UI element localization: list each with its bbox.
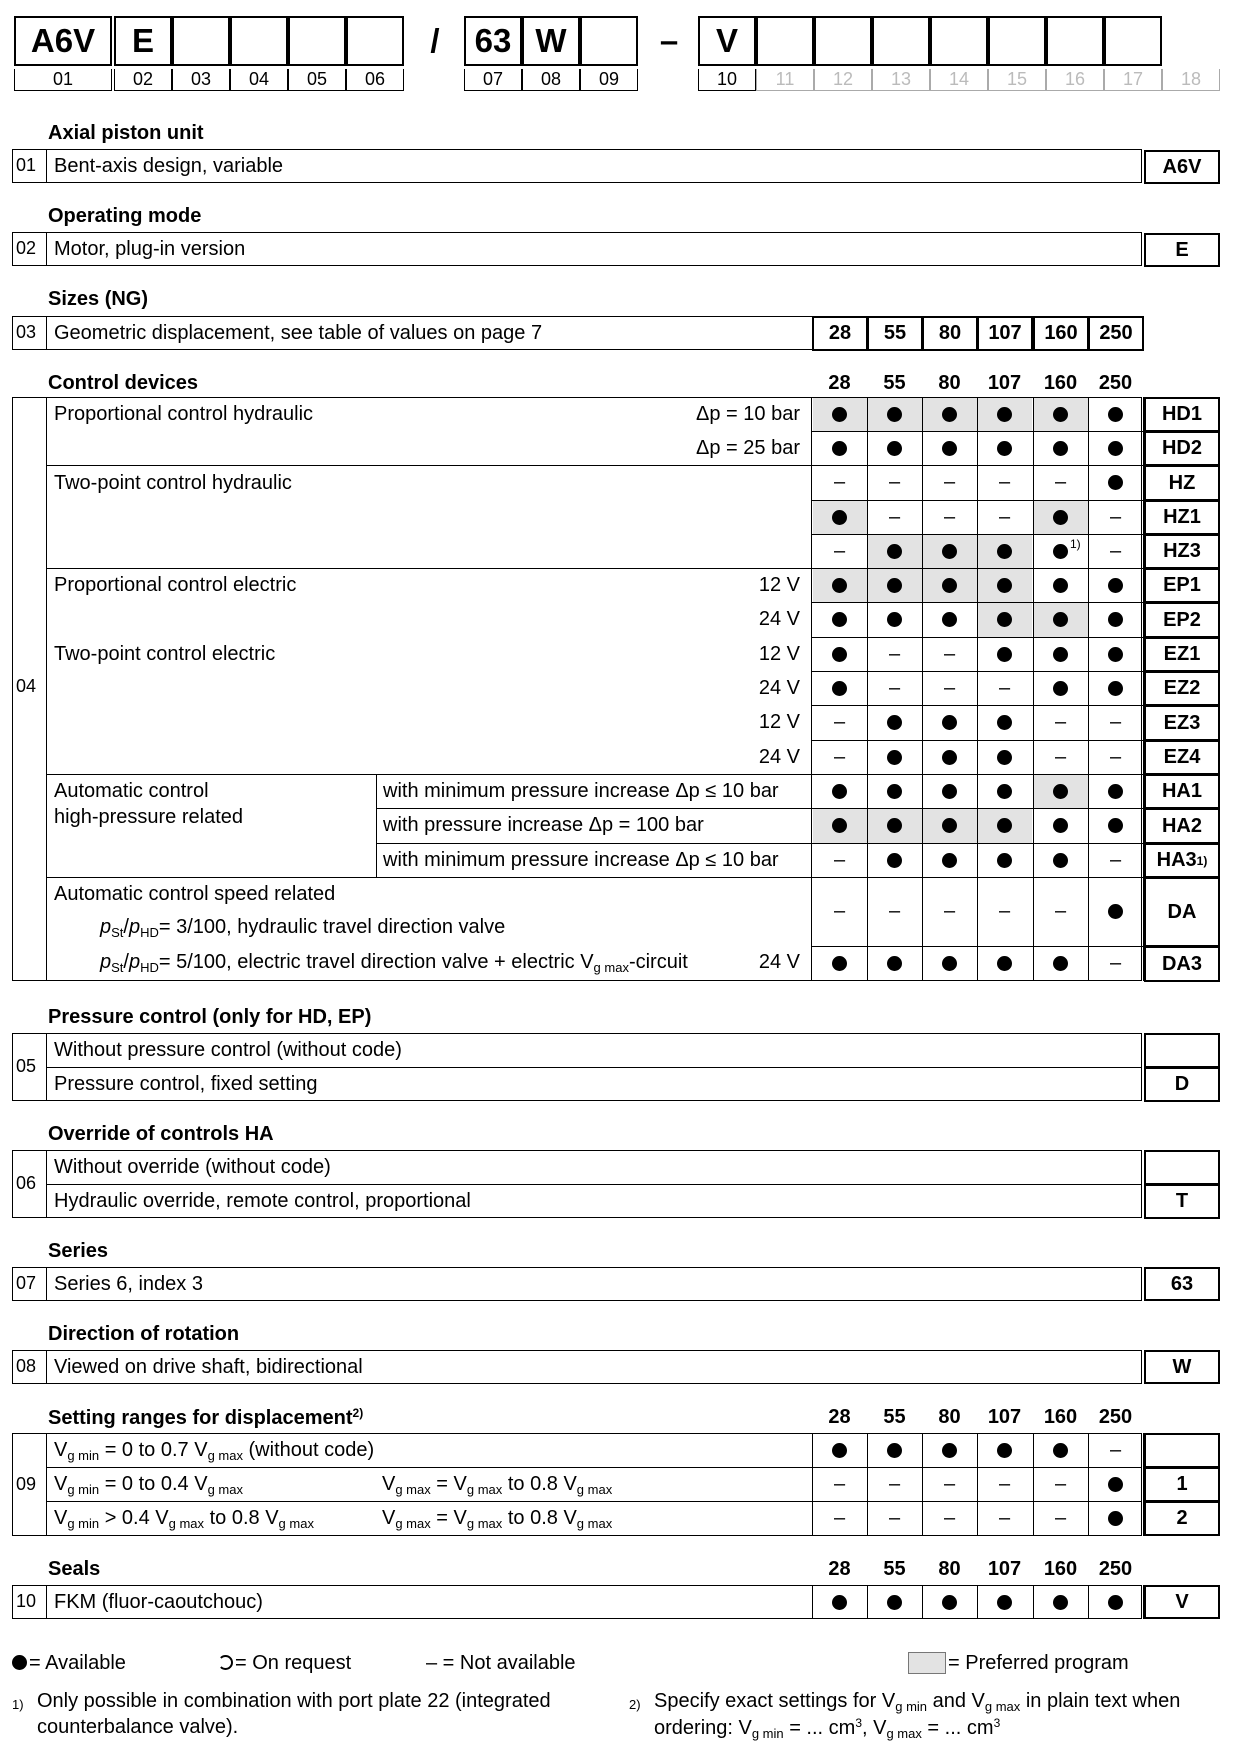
available-dot-icon bbox=[1033, 808, 1088, 843]
code-box-HA3: HA3 1) bbox=[1144, 843, 1220, 878]
code-cell: W bbox=[522, 16, 580, 66]
available-dot-icon bbox=[1033, 843, 1088, 877]
footnote-2-line-1: Specify exact settings for $V_{g min}$ and $V_{g max}$ in plain text when bbox=[654, 1690, 1181, 1714]
row-number: 01 bbox=[16, 155, 37, 175]
section-title-control-devices: Control devices bbox=[48, 372, 199, 394]
available-dot-icon bbox=[922, 705, 977, 740]
available-dot-icon bbox=[922, 1433, 977, 1467]
code-box-empty bbox=[1144, 1433, 1220, 1468]
section-title-sizes: Sizes (NG) bbox=[48, 288, 149, 310]
available-dot-icon bbox=[922, 843, 977, 877]
available-dot-icon bbox=[977, 843, 1032, 877]
not-available-dash: – bbox=[943, 900, 956, 922]
size-header-label: 250 bbox=[1098, 1558, 1133, 1580]
code-box-HZ1: HZ1 bbox=[1144, 500, 1220, 535]
condition-ez4: 24 V bbox=[758, 746, 800, 768]
not-available-dash: – bbox=[998, 471, 1011, 493]
code-box-T: T bbox=[1144, 1184, 1220, 1219]
code-cell: 63 bbox=[464, 16, 522, 66]
available-dot-icon bbox=[977, 705, 1032, 740]
position-label: 02 bbox=[114, 69, 172, 91]
condition-ep2: 24 V bbox=[758, 608, 800, 630]
not-available-dash: – bbox=[1109, 848, 1122, 871]
row-number: 03 bbox=[16, 322, 37, 342]
size-box-107: 107 bbox=[977, 316, 1033, 351]
not-available-dash: – bbox=[1109, 711, 1122, 733]
not-available-dash: – bbox=[888, 1472, 901, 1495]
row-number: 04 bbox=[16, 676, 37, 696]
not-available-dash: – bbox=[833, 900, 846, 922]
size-header-label: 80 bbox=[938, 372, 961, 394]
available-dot-icon bbox=[1088, 602, 1143, 637]
setting-row-3-max: $V_{g max} = V_{g max}$ to 0.8 $V_{g max}$ bbox=[382, 1507, 613, 1531]
condition-ez3: 12 V bbox=[758, 711, 800, 733]
size-header-label: 107 bbox=[987, 1406, 1022, 1428]
separator-char: – bbox=[659, 22, 679, 59]
section-title-override: Override of controls HA bbox=[48, 1123, 274, 1145]
not-available-dash: – bbox=[998, 1507, 1011, 1529]
not-available-dash: – bbox=[1054, 471, 1067, 493]
available-dot-icon bbox=[922, 808, 977, 843]
available-dot-icon bbox=[812, 602, 867, 637]
available-dot-icon bbox=[977, 774, 1032, 808]
row-text: FKM (fluor-caoutchouc) bbox=[54, 1591, 263, 1613]
code-cell: E bbox=[114, 16, 172, 66]
not-available-dash: – bbox=[1054, 1507, 1067, 1529]
not-available-dash: – bbox=[888, 471, 901, 493]
not-available-dash: – bbox=[833, 848, 846, 871]
section-title-axial-piston-unit: Axial piston unit bbox=[48, 122, 204, 144]
code-box-HA2: HA2 bbox=[1144, 808, 1220, 844]
available-dot-icon bbox=[1033, 637, 1088, 671]
size-header-label: 160 bbox=[1043, 1558, 1078, 1580]
code-cell bbox=[1104, 16, 1162, 66]
available-dot-icon bbox=[1088, 671, 1143, 705]
legend-not-available: – = Not available bbox=[426, 1652, 576, 1674]
available-dot-icon bbox=[922, 568, 977, 602]
available-dot-icon bbox=[922, 946, 977, 981]
available-dot-icon bbox=[977, 740, 1032, 774]
section-title-direction: Direction of rotation bbox=[48, 1323, 240, 1345]
not-available-dash: – bbox=[998, 676, 1011, 699]
not-available-dash: – bbox=[998, 505, 1011, 528]
size-header-label: 250 bbox=[1098, 372, 1133, 394]
row-number: 02 bbox=[16, 238, 37, 258]
row-text: Series 6, index 3 bbox=[54, 1273, 203, 1295]
available-dot-icon bbox=[1088, 1501, 1143, 1536]
available-dot-icon bbox=[867, 1433, 922, 1467]
row-number: 08 bbox=[16, 1356, 37, 1376]
group-label-ha-2: high-pressure related bbox=[54, 806, 243, 828]
size-header-label: 55 bbox=[883, 372, 906, 394]
available-dot-icon bbox=[977, 397, 1032, 431]
available-dot-icon bbox=[867, 602, 922, 637]
available-dot-icon bbox=[812, 500, 867, 534]
condition-ez1: 12 V bbox=[758, 643, 800, 665]
available-dot-icon bbox=[977, 946, 1032, 981]
available-dot-icon bbox=[867, 568, 922, 602]
size-box-160: 160 bbox=[1033, 316, 1089, 351]
size-header-label: 55 bbox=[883, 1406, 906, 1428]
not-available-dash: – bbox=[943, 1472, 956, 1495]
not-available-dash: – bbox=[833, 1507, 846, 1529]
code-box-EZ3: EZ3 bbox=[1144, 705, 1220, 741]
condition-ep1: 12 V bbox=[758, 574, 800, 596]
available-dot-icon bbox=[977, 602, 1032, 637]
size-box-55: 55 bbox=[867, 316, 923, 351]
available-dot-icon bbox=[867, 808, 922, 843]
not-available-dash: – bbox=[833, 1472, 846, 1495]
code-cell bbox=[230, 16, 288, 66]
available-dot-icon bbox=[922, 740, 977, 774]
available-dot-icon bbox=[922, 774, 977, 808]
code-box-HZ3: HZ3 bbox=[1144, 534, 1220, 569]
code-box-EZ1: EZ1 bbox=[1144, 637, 1220, 672]
available-dot-icon bbox=[1033, 602, 1088, 637]
available-dot-icon bbox=[867, 431, 922, 465]
position-label: 04 bbox=[230, 69, 288, 91]
code-box-HA1: HA1 bbox=[1144, 774, 1220, 809]
available-dot-icon bbox=[977, 808, 1032, 843]
position-label: 15 bbox=[988, 69, 1046, 91]
size-header-label: 250 bbox=[1098, 1406, 1133, 1428]
code-cell bbox=[1046, 16, 1104, 66]
size-box-250: 250 bbox=[1088, 316, 1144, 351]
condition-da3: $p_{St}/p_{HD}= 5/100$, electric travel direction valve + electric $V_{g max}$-circuit bbox=[100, 951, 688, 975]
code-cell bbox=[872, 16, 930, 66]
not-available-dash: – bbox=[943, 471, 956, 493]
condition-ha1: with minimum pressure increase Δp ≤ 10 bar bbox=[383, 780, 779, 802]
available-dot-icon bbox=[867, 740, 922, 774]
size-header-label: 107 bbox=[987, 1558, 1022, 1580]
code-cell bbox=[814, 16, 872, 66]
separator-char: / bbox=[430, 22, 440, 59]
position-label: 12 bbox=[814, 69, 872, 91]
code-cell bbox=[288, 16, 346, 66]
size-header-label: 160 bbox=[1043, 1406, 1078, 1428]
not-available-dash: – bbox=[1109, 505, 1122, 528]
available-dot-icon bbox=[1088, 1467, 1143, 1501]
available-dot-icon bbox=[977, 534, 1032, 568]
not-available-dash: – bbox=[1054, 900, 1067, 922]
available-dot-icon bbox=[812, 568, 867, 602]
code-cell: A6V bbox=[14, 16, 112, 66]
available-dot-icon bbox=[867, 774, 922, 808]
code-box-DA: DA bbox=[1144, 877, 1220, 947]
code-cell bbox=[346, 16, 404, 66]
code-cell: V bbox=[698, 16, 756, 66]
available-dot-icon bbox=[1088, 808, 1143, 843]
position-label: 09 bbox=[580, 69, 638, 91]
code-cell bbox=[988, 16, 1046, 66]
not-available-dash: – bbox=[943, 642, 956, 665]
not-available-dash: – bbox=[998, 1472, 1011, 1495]
code-box-DA3: DA3 bbox=[1144, 946, 1220, 982]
row-text: Hydraulic override, remote control, proportional bbox=[54, 1190, 471, 1212]
half-circle-icon bbox=[218, 1655, 233, 1670]
available-dot-icon bbox=[1088, 431, 1143, 465]
not-available-dash: – bbox=[888, 642, 901, 665]
available-dot-icon bbox=[1033, 946, 1088, 981]
position-label: 05 bbox=[288, 69, 346, 91]
setting-row-3-text: $V_{g min} > 0.4$ $V_{g max}$ to 0.8 $V_{g max}$ bbox=[54, 1507, 314, 1531]
available-dot-icon bbox=[1033, 774, 1088, 808]
row-text: Geometric displacement, see table of values on page 7 bbox=[54, 322, 543, 344]
condition-hd1: Δp = 10 bar bbox=[696, 403, 800, 425]
row-number: 05 bbox=[16, 1056, 37, 1076]
code-cell bbox=[172, 16, 230, 66]
available-dot-icon bbox=[922, 534, 977, 568]
not-available-dash: – bbox=[943, 505, 956, 528]
available-dot-icon bbox=[1088, 774, 1143, 808]
filled-dot-icon bbox=[12, 1655, 27, 1670]
available-dot-icon bbox=[922, 1585, 977, 1619]
condition-hd2: Δp = 25 bar bbox=[696, 437, 800, 459]
row-text: Bent-axis design, variable bbox=[54, 155, 284, 177]
available-dot-icon bbox=[812, 671, 867, 705]
size-box-28: 28 bbox=[812, 316, 868, 351]
not-available-dash: – bbox=[1109, 952, 1122, 974]
available-dot-icon bbox=[1088, 637, 1143, 671]
section-title-operating-mode: Operating mode bbox=[48, 205, 202, 227]
condition-ez2: 24 V bbox=[758, 677, 800, 699]
position-label: 10 bbox=[698, 69, 756, 91]
position-label: 06 bbox=[346, 69, 404, 91]
not-available-dash: – bbox=[888, 900, 901, 922]
position-label: 18 bbox=[1162, 69, 1220, 91]
footnote-1-line-1: Only possible in combination with port plate 22 (integrated bbox=[37, 1690, 551, 1712]
condition-da3-voltage: 24 V bbox=[758, 951, 800, 973]
code-box-V: V bbox=[1144, 1585, 1220, 1619]
footnote-2-number: 2) bbox=[629, 1697, 641, 1712]
section-title-seals: Seals bbox=[48, 1558, 101, 1580]
footnote-2-line-2: ordering: $V_{g min}$ = ... $cm^3$, $V_{g max}$ = ... $cm^3$ bbox=[654, 1716, 1001, 1741]
code-cell bbox=[580, 16, 638, 66]
group-label-ha: Automatic control bbox=[54, 780, 209, 802]
available-dot-icon bbox=[1088, 465, 1143, 500]
code-box-2: 2 bbox=[1144, 1501, 1220, 1536]
available-dot-icon bbox=[812, 774, 867, 808]
not-available-dash: – bbox=[833, 539, 846, 562]
position-label: 16 bbox=[1046, 69, 1104, 91]
not-available-dash: – bbox=[1054, 711, 1067, 733]
available-dot-icon bbox=[1033, 1585, 1088, 1619]
footnote-marker: 1) bbox=[1070, 537, 1081, 551]
available-dot-icon bbox=[1033, 397, 1088, 431]
row-text: Without pressure control (without code) bbox=[54, 1039, 402, 1061]
not-available-dash: – bbox=[943, 676, 956, 699]
code-box-EP1: EP1 bbox=[1144, 568, 1220, 603]
available-dot-icon bbox=[867, 397, 922, 431]
size-box-80: 80 bbox=[922, 316, 978, 351]
code-box-E: E bbox=[1144, 233, 1220, 267]
available-dot-icon bbox=[922, 431, 977, 465]
code-box-EZ4: EZ4 bbox=[1144, 740, 1220, 775]
section-title-series: Series bbox=[48, 1240, 109, 1262]
row-text: Pressure control, fixed setting bbox=[54, 1073, 318, 1095]
available-dot-icon bbox=[867, 705, 922, 740]
available-dot-icon bbox=[812, 808, 867, 843]
position-label: 07 bbox=[464, 69, 522, 91]
not-available-dash: – bbox=[943, 1507, 956, 1529]
position-label: 14 bbox=[930, 69, 988, 91]
not-available-dash: – bbox=[1054, 745, 1067, 768]
condition-da: $p_{St}/p_{HD}= 3/100$, hydraulic travel direction valve bbox=[100, 916, 506, 940]
row-text: Viewed on drive shaft, bidirectional bbox=[54, 1356, 363, 1378]
position-label: 13 bbox=[872, 69, 930, 91]
available-dot-icon bbox=[977, 568, 1032, 602]
position-label: 17 bbox=[1104, 69, 1162, 91]
setting-row-1-text: $V_{g min} = 0$ to 0.7 $V_{g max}$ (without code) bbox=[54, 1439, 375, 1463]
row-number: 10 bbox=[16, 1591, 37, 1611]
available-dot-icon bbox=[922, 602, 977, 637]
setting-row-2-max: $V_{g max} = V_{g max}$ to 0.8 $V_{g max}$ bbox=[382, 1473, 613, 1497]
position-label: 08 bbox=[522, 69, 580, 91]
size-header-label: 28 bbox=[828, 1406, 851, 1428]
available-dot-icon bbox=[1033, 431, 1088, 465]
code-box-D: D bbox=[1144, 1067, 1220, 1102]
available-dot-icon bbox=[922, 397, 977, 431]
available-dot-icon bbox=[812, 637, 867, 671]
available-dot-icon bbox=[977, 1433, 1032, 1467]
available-dot-icon bbox=[812, 397, 867, 431]
available-dot-icon bbox=[1033, 568, 1088, 602]
available-dot-icon bbox=[812, 946, 867, 981]
available-dot-icon bbox=[977, 431, 1032, 465]
gray-box-icon bbox=[908, 1652, 946, 1674]
row-number: 09 bbox=[16, 1474, 37, 1494]
condition-ha2: with pressure increase Δp = 100 bar bbox=[383, 814, 704, 836]
section-title-setting-ranges: Setting ranges for displacement$^{2)}$ bbox=[48, 1406, 364, 1429]
not-available-dash: – bbox=[888, 505, 901, 528]
code-box-empty bbox=[1144, 1033, 1220, 1068]
row-text: Without override (without code) bbox=[54, 1156, 331, 1178]
available-dot-icon bbox=[977, 1585, 1032, 1619]
group-label-hz: Two-point control hydraulic bbox=[54, 472, 292, 494]
code-box-EZ2: EZ2 bbox=[1144, 671, 1220, 706]
footnote-1-line-2: counterbalance valve). bbox=[37, 1716, 239, 1738]
row-number: 07 bbox=[16, 1273, 37, 1293]
condition-ha3: with minimum pressure increase Δp ≤ 10 bar bbox=[383, 849, 779, 871]
row-text: Motor, plug-in version bbox=[54, 238, 246, 260]
row-number: 06 bbox=[16, 1173, 37, 1193]
code-box-1: 1 bbox=[1144, 1467, 1220, 1502]
not-available-dash: – bbox=[1109, 1438, 1122, 1461]
group-label-ep: Proportional control electric bbox=[54, 574, 297, 596]
available-dot-icon bbox=[1088, 568, 1143, 602]
code-box-HD1: HD1 bbox=[1144, 397, 1220, 432]
code-box-A6V: A6V bbox=[1144, 150, 1220, 184]
group-label-ez: Two-point control electric bbox=[54, 643, 276, 665]
available-dot-icon bbox=[867, 946, 922, 981]
available-dot-icon bbox=[1033, 500, 1088, 534]
code-box-W: W bbox=[1144, 1350, 1220, 1384]
not-available-dash: – bbox=[833, 745, 846, 768]
section-title-pressure-control: Pressure control (only for HD, EP) bbox=[48, 1006, 372, 1028]
code-box-EP2: EP2 bbox=[1144, 602, 1220, 638]
available-dot-icon bbox=[977, 637, 1032, 671]
position-label: 11 bbox=[756, 69, 814, 91]
not-available-dash: – bbox=[1109, 539, 1122, 562]
available-dot-icon bbox=[1088, 1585, 1143, 1619]
available-dot-icon bbox=[1088, 397, 1143, 431]
setting-row-2-text: $V_{g min} = 0$ to 0.4 $V_{g max}$ bbox=[54, 1473, 243, 1497]
available-dot-icon bbox=[867, 534, 922, 568]
size-header-label: 80 bbox=[938, 1558, 961, 1580]
position-label: 03 bbox=[172, 69, 230, 91]
legend-on-request: = On request bbox=[218, 1652, 351, 1675]
code-box-empty bbox=[1144, 1150, 1220, 1185]
size-header-label: 80 bbox=[938, 1406, 961, 1428]
size-header-label: 28 bbox=[828, 372, 851, 394]
available-dot-icon bbox=[1088, 877, 1143, 946]
code-box-63: 63 bbox=[1144, 1267, 1220, 1301]
available-dot-icon bbox=[812, 431, 867, 465]
available-dot-icon bbox=[812, 1585, 867, 1619]
not-available-dash: – bbox=[1109, 745, 1122, 768]
footnote-1-number: 1) bbox=[12, 1697, 24, 1712]
group-label-hd: Proportional control hydraulic bbox=[54, 403, 314, 425]
available-dot-icon bbox=[1033, 1433, 1088, 1467]
not-available-dash: – bbox=[888, 676, 901, 699]
not-available-dash: – bbox=[1054, 1472, 1067, 1495]
group-label-da: Automatic control speed related bbox=[54, 883, 336, 905]
code-box-HZ: HZ bbox=[1144, 465, 1220, 501]
not-available-dash: – bbox=[833, 711, 846, 733]
legend-available: = Available bbox=[12, 1652, 126, 1675]
position-label: 01 bbox=[14, 69, 112, 91]
not-available-dash: – bbox=[998, 900, 1011, 922]
available-dot-icon bbox=[812, 1433, 867, 1467]
not-available-dash: – bbox=[888, 1507, 901, 1529]
size-header-label: 107 bbox=[987, 372, 1022, 394]
code-box-HD2: HD2 bbox=[1144, 431, 1220, 466]
available-dot-icon bbox=[1033, 671, 1088, 705]
size-header-label: 28 bbox=[828, 1558, 851, 1580]
size-header-label: 55 bbox=[883, 1558, 906, 1580]
code-cell bbox=[756, 16, 814, 66]
legend-preferred: = Preferred program bbox=[908, 1652, 1129, 1675]
code-cell bbox=[930, 16, 988, 66]
available-dot-icon bbox=[867, 1585, 922, 1619]
available-dot-icon bbox=[867, 843, 922, 877]
size-header-label: 160 bbox=[1043, 372, 1078, 394]
not-available-dash: – bbox=[833, 471, 846, 493]
